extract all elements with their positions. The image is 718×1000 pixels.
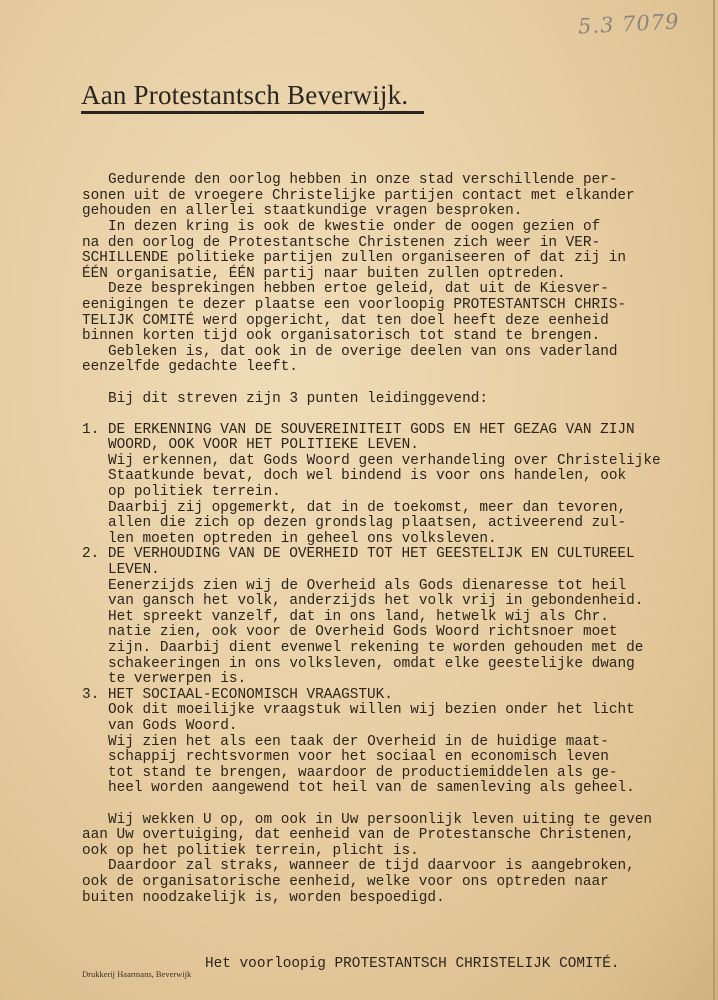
text-line: ook de organisatorische eenheid, welke voor ons optreden naar <box>82 873 609 890</box>
text-line: tot stand te brengen, waardoor de productiemiddelen als ge- <box>108 764 618 781</box>
text-line: heel worden aangewend tot heil van de samenleving als geheel. <box>108 780 635 797</box>
text-line: Wij erkennen, dat Gods Woord geen verhandeling over Christelijke <box>108 452 661 469</box>
text-line: 2. DE VERHOUDING VAN DE OVERHEID TOT HET GEESTELIJK EN CULTUREEL <box>82 546 635 563</box>
printer-credit: Drukkerij Haarmans, Beverwijk <box>82 969 192 979</box>
text-line: Bij dit streven zijn 3 punten leidinggevend: <box>108 390 488 407</box>
document-title: Aan Protestantsch Beverwijk. <box>81 80 409 110</box>
text-line: LEVEN. <box>108 562 160 579</box>
text-line: van Gods Woord. <box>108 717 238 734</box>
blank-line <box>82 407 642 423</box>
paper-edge <box>713 0 715 1000</box>
text-line: SCHILLENDE politieke partijen zullen organiseeren of dat zij in <box>82 250 627 267</box>
text-line: Het spreekt vanzelf, dat in ons land, hetwelk wij als Chr. <box>108 608 609 625</box>
signature: Het voorloopig PROTESTANTSCH CHRISTELIJK COMITÉ. <box>205 956 620 973</box>
text-line: len moeten optreden in geheel ons volksleven. <box>108 530 497 547</box>
text-line: eenigingen te dezer plaatse een voorloopig PROTESTANTSCH CHRIS- <box>82 296 627 313</box>
document-body <box>82 142 661 988</box>
blank-line <box>82 376 642 392</box>
text-line: van gansch het volk, anderzijds het volk vrij in gebondenheid. <box>108 593 644 610</box>
text-line: ook op het politiek terrein, plicht is. <box>82 842 419 859</box>
text-line: Daardoor zal straks, wanneer de tijd daarvoor is aangebroken, <box>108 858 635 875</box>
text-line: eenzelfde gedachte leeft. <box>82 359 298 376</box>
text-line: te verwerpen is. <box>108 671 247 688</box>
text-line: Gedurende den oorlog hebben in onze stad verschillende per- <box>108 172 618 189</box>
text-line: Wij zien het als een taak der Overheid in de huidige maat- <box>108 733 609 750</box>
archive-annotation: 5.3 7079 <box>577 9 681 39</box>
text-line: na den oorlog de Protestantsche Christenen zich weer in VER- <box>82 234 601 251</box>
text-line: Staatkunde bevat, doch wel bindend is voor ons handelen, ook <box>108 468 627 485</box>
text-line: schappij rechtsvormen voor het sociaal en economisch leven <box>108 749 609 766</box>
text-line: Daarbij zij opgemerkt, dat in de toekomst, meer dan tevoren, <box>108 499 627 516</box>
text-line: WOORD, OOK VOOR HET POLITIEKE LEVEN. <box>108 437 419 454</box>
text-line: Eenerzijds zien wij de Overheid als Gods dienaresse tot heil <box>108 577 627 594</box>
text-line: sonen uit de vroegere Christelijke partijen contact met elkander <box>82 187 635 204</box>
text-line: Ook dit moeilijke vraagstuk willen wij bezien onder het licht <box>108 702 635 719</box>
text-line: op politiek terrein. <box>108 484 281 501</box>
title-underline <box>81 111 424 114</box>
text-line: TELIJK COMITÉ werd opgericht, dat ten doel heeft deze eenheid <box>82 312 609 329</box>
text-line: zijn. Daarbij dient evenwel rekening te worden gehouden met de <box>108 640 644 656</box>
blank-line <box>82 797 642 813</box>
text-line: natie zien, ook voor de Overheid Gods Woord richtsnoer moet <box>108 624 618 641</box>
text-line: 3. HET SOCIAAL-ECONOMISCH VRAAGSTUK. <box>82 686 393 703</box>
text-line: Deze besprekingen hebben ertoe geleid, dat uit de Kiesver- <box>108 281 609 298</box>
text-line: gehouden en allerlei staatkundige vragen besproken. <box>82 203 523 220</box>
text-line: Wij wekken U op, om ook in Uw persoonlijk leven uiting te geven <box>108 811 653 828</box>
text-line: schakeeringen in ons volksleven, omdat elke geestelijke dwang <box>108 655 635 672</box>
text-line: aan Uw overtuiging, dat eenheid van de Protestansche Christenen, <box>82 827 635 844</box>
text-line: 1. DE ERKENNING VAN DE SOUVEREINITEIT GODS EN HET GEZAG VAN ZIJN <box>82 421 635 438</box>
text-line: binnen korten tijd ook organisatorisch tot stand te brengen. <box>82 328 601 345</box>
body-lines <box>82 172 661 906</box>
text-line: Gebleken is, dat ook in de overige deelen van ons vaderland <box>108 343 618 360</box>
text-line: allen die zich op dezen grondslag plaatsen, activeerend zul- <box>108 515 627 532</box>
text-line: In dezen kring is ook de kwestie onder de oogen gezien of <box>108 218 601 235</box>
text-line: ÉÉN organisatie, ÉÉN partij naar buiten zullen optreden. <box>82 265 566 282</box>
text-line: buiten noodzakelijk is, worden bespoedigd. <box>82 889 445 906</box>
